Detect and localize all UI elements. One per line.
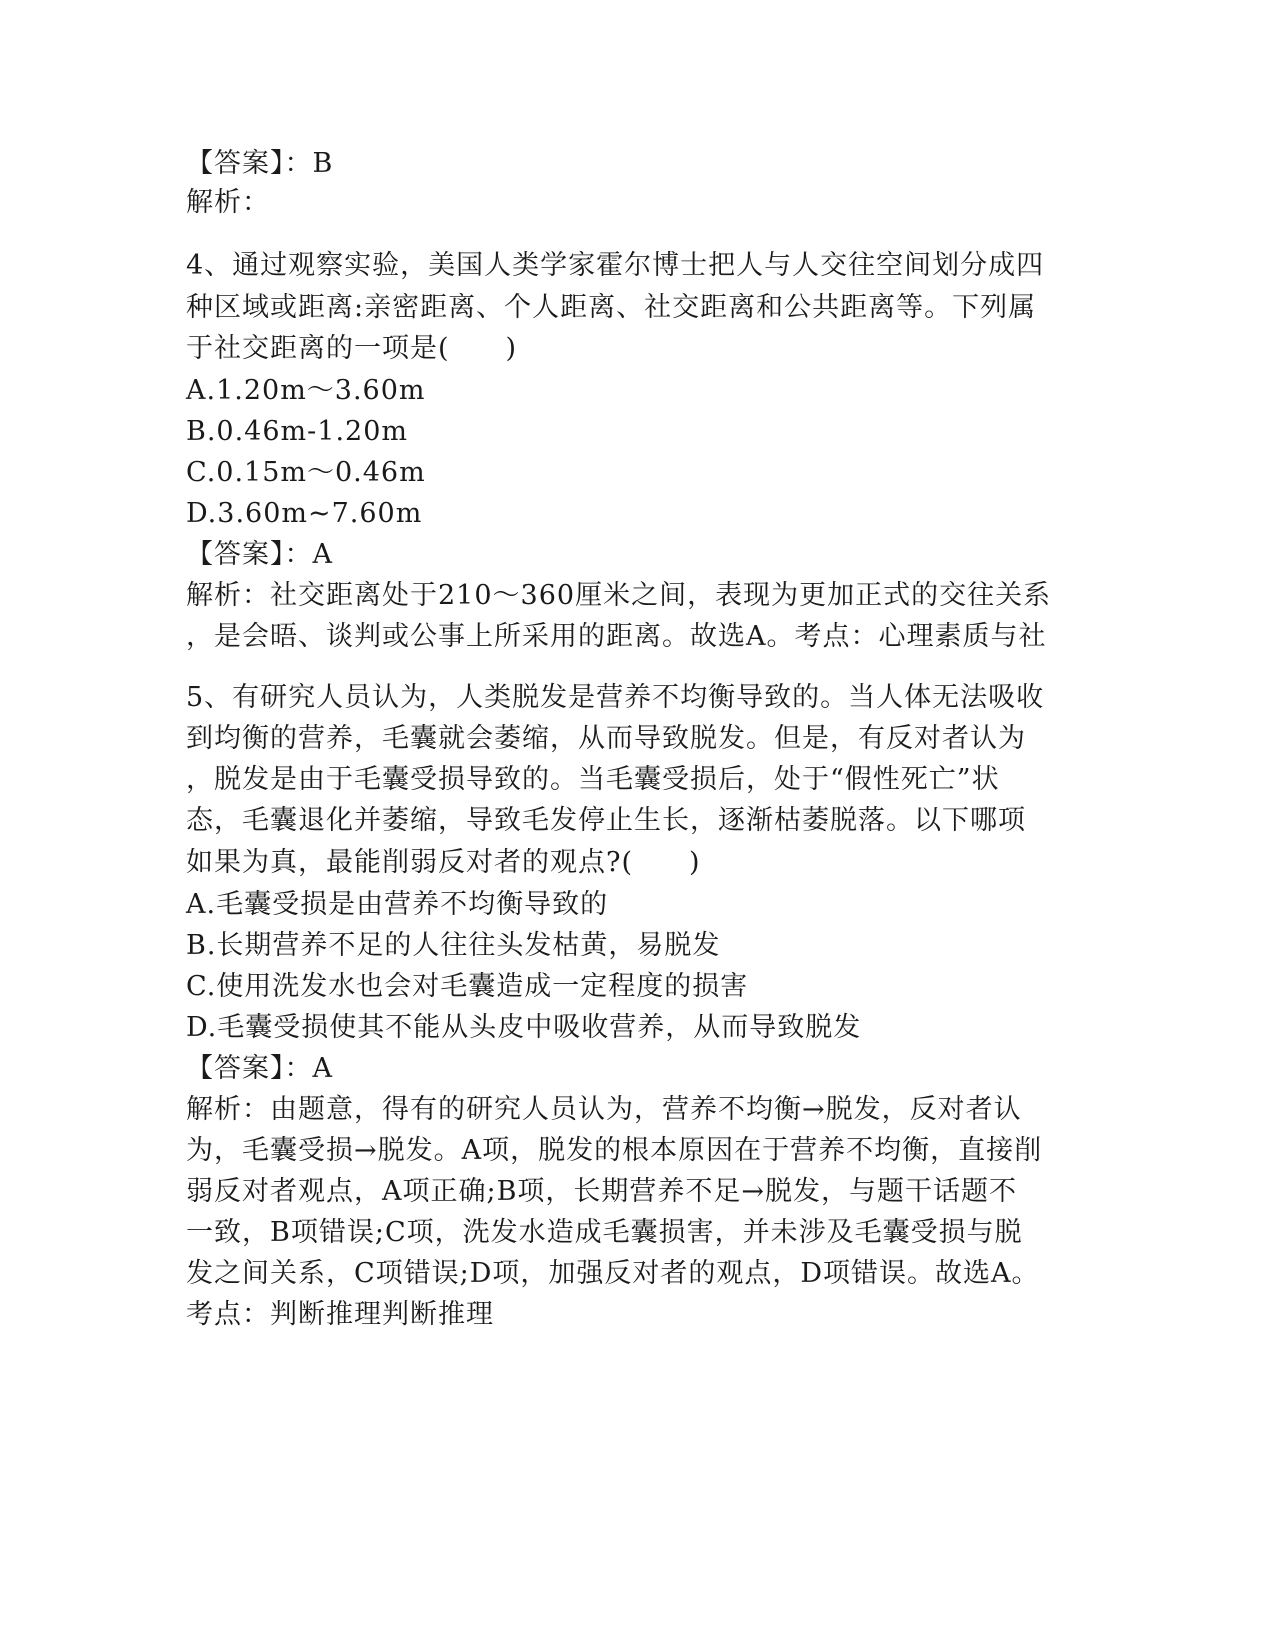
question-4-stem-line-3: 于社交距离的一项是( ) <box>186 333 518 364</box>
question-4-stem-line-2: 种区域或距离:亲密距离、个人距离、社交距离和公共距离等。下列属 <box>186 292 1037 323</box>
question-5-answer: 【答案】：A <box>186 1053 333 1084</box>
question-5-stem-line-3: ，脱发是由于毛囊受损导致的。当毛囊受损后，处于“假性死亡”状 <box>186 764 1000 795</box>
question-4-option-b: B.0.46m-1.20m <box>186 416 408 447</box>
analysis-label: 解析： <box>186 187 270 218</box>
question-5-option-c: C.使用洗发水也会对毛囊造成一定程度的损害 <box>186 971 749 1002</box>
question-4-answer: 【答案】：A <box>186 539 333 570</box>
question-5-analysis-line-1: 解析：由题意，得有的研究人员认为，营养不均衡→脱发，反对者认 <box>186 1094 1022 1125</box>
question-5-stem-line-1: 5、有研究人员认为，人类脱发是营养不均衡导致的。当人体无法吸收 <box>186 682 1045 713</box>
question-5-analysis-line-3: 弱反对者观点，A项正确;B项，长期营养不足→脱发，与题干话题不 <box>186 1176 1018 1207</box>
question-4-stem-line-1: 4、通过观察实验，美国人类学家霍尔博士把人与人交往空间划分成四 <box>186 250 1045 281</box>
question-5-stem-line-5: 如果为真，最能削弱反对者的观点?( ) <box>186 847 701 878</box>
question-5-analysis-line-2: 为，毛囊受损→脱发。A项，脱发的根本原因在于营养不均衡，直接削 <box>186 1135 1043 1166</box>
question-5-analysis-line-6: 考点：判断推理判断推理 <box>186 1299 494 1330</box>
question-5-analysis-line-5: 发之间关系，C项错误;D项，加强反对者的观点，D项错误。故选A。 <box>186 1258 1040 1289</box>
question-4-option-a: A.1.20m～3.60m <box>186 375 426 406</box>
question-5-stem-line-4: 态，毛囊退化并萎缩，导致毛发停止生长，逐渐枯萎脱落。以下哪项 <box>186 805 1026 836</box>
question-5-option-b: B.长期营养不足的人往往头发枯黄，易脱发 <box>186 930 721 961</box>
question-5-option-d: D.毛囊受损使其不能从头皮中吸收营养，从而导致脱发 <box>186 1012 862 1043</box>
question-4-analysis-line-1: 解析：社交距离处于210～360厘米之间，表现为更加正式的交往关系 <box>186 580 1052 611</box>
question-5-analysis-line-4: 一致，B项错误;C项，洗发水造成毛囊损害，并未涉及毛囊受损与脱 <box>186 1217 1023 1248</box>
question-4-analysis-line-2: ，是会晤、谈判或公事上所采用的距离。故选A。考点：心理素质与社 <box>186 621 1047 652</box>
question-4-option-c: C.0.15m～0.46m <box>186 457 426 488</box>
question-5-stem-line-2: 到均衡的营养，毛囊就会萎缩，从而导致脱发。但是，有反对者认为 <box>186 723 1026 754</box>
question-4-option-d: D.3.60m~7.60m <box>186 498 423 529</box>
answer-line: 【答案】：B <box>186 148 334 179</box>
question-5-option-a: A.毛囊受损是由营养不均衡导致的 <box>186 889 609 920</box>
